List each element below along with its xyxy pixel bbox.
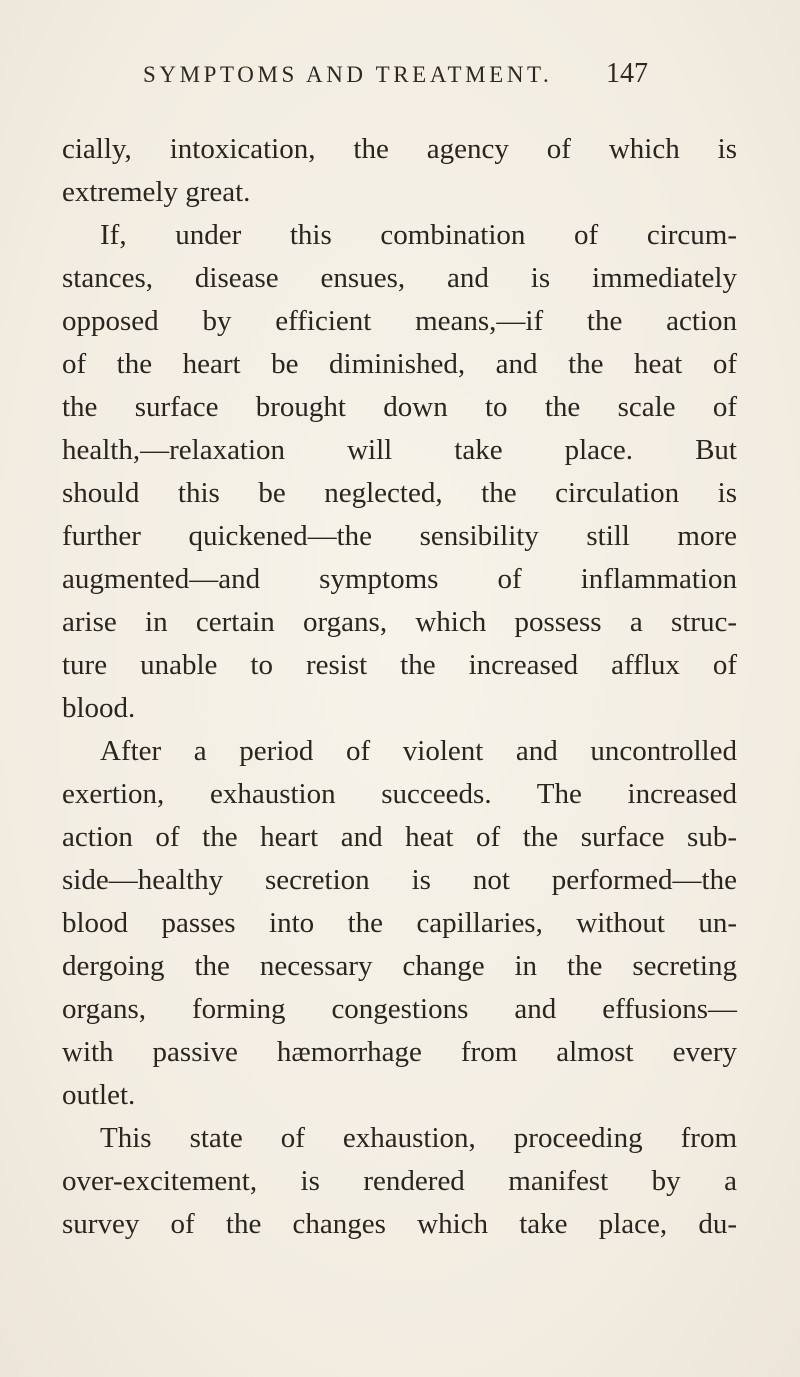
text-line: with passive hæmorrhage from almost every: [62, 1036, 737, 1068]
text-line: organs, forming congestions and effusions—: [62, 993, 737, 1025]
text-line: extremely great.: [62, 176, 251, 208]
text-line: stances, disease ensues, and is immediately: [62, 262, 737, 294]
text-line: further quickened—the sensibility still more: [62, 520, 737, 552]
paragraph-start-line: This state of exhaustion, proceeding from: [100, 1122, 737, 1154]
body-text: [62, 128, 737, 1246]
text-line: of the heart be diminished, and the heat of: [62, 348, 737, 380]
page-number: 147: [606, 58, 648, 89]
text-line: side—healthy secretion is not performed—the: [62, 864, 737, 896]
text-line: outlet.: [62, 1079, 136, 1111]
text-line: blood passes into the capillaries, without un-: [62, 907, 737, 939]
running-head: [143, 58, 648, 102]
text-line: cially, intoxication, the agency of which is: [62, 133, 737, 165]
running-title: SYMPTOMS AND TREATMENT.: [143, 62, 553, 87]
text-line: the surface brought down to the scale of: [62, 391, 737, 423]
text-line: ture unable to resist the increased afflux of: [62, 649, 737, 681]
paragraph-start-line: If, under this combination of circum-: [100, 219, 737, 251]
text-line: blood.: [62, 692, 136, 724]
text-line: action of the heart and heat of the surface sub-: [62, 821, 737, 853]
text-line: dergoing the necessary change in the secreting: [62, 950, 737, 982]
text-line: arise in certain organs, which possess a struc-: [62, 606, 737, 638]
text-line: survey of the changes which take place, du-: [62, 1208, 737, 1240]
text-line: over-excitement, is rendered manifest by a: [62, 1165, 737, 1197]
paragraph-start-line: After a period of violent and uncontrolled: [100, 735, 737, 767]
text-line: exertion, exhaustion succeeds. The increased: [62, 778, 737, 810]
text-line: augmented—and symptoms of inflammation: [62, 563, 737, 595]
text-line: health,—relaxation will take place. But: [62, 434, 737, 466]
text-line: opposed by efficient means,—if the action: [62, 305, 737, 337]
text-line: should this be neglected, the circulation is: [62, 477, 737, 509]
